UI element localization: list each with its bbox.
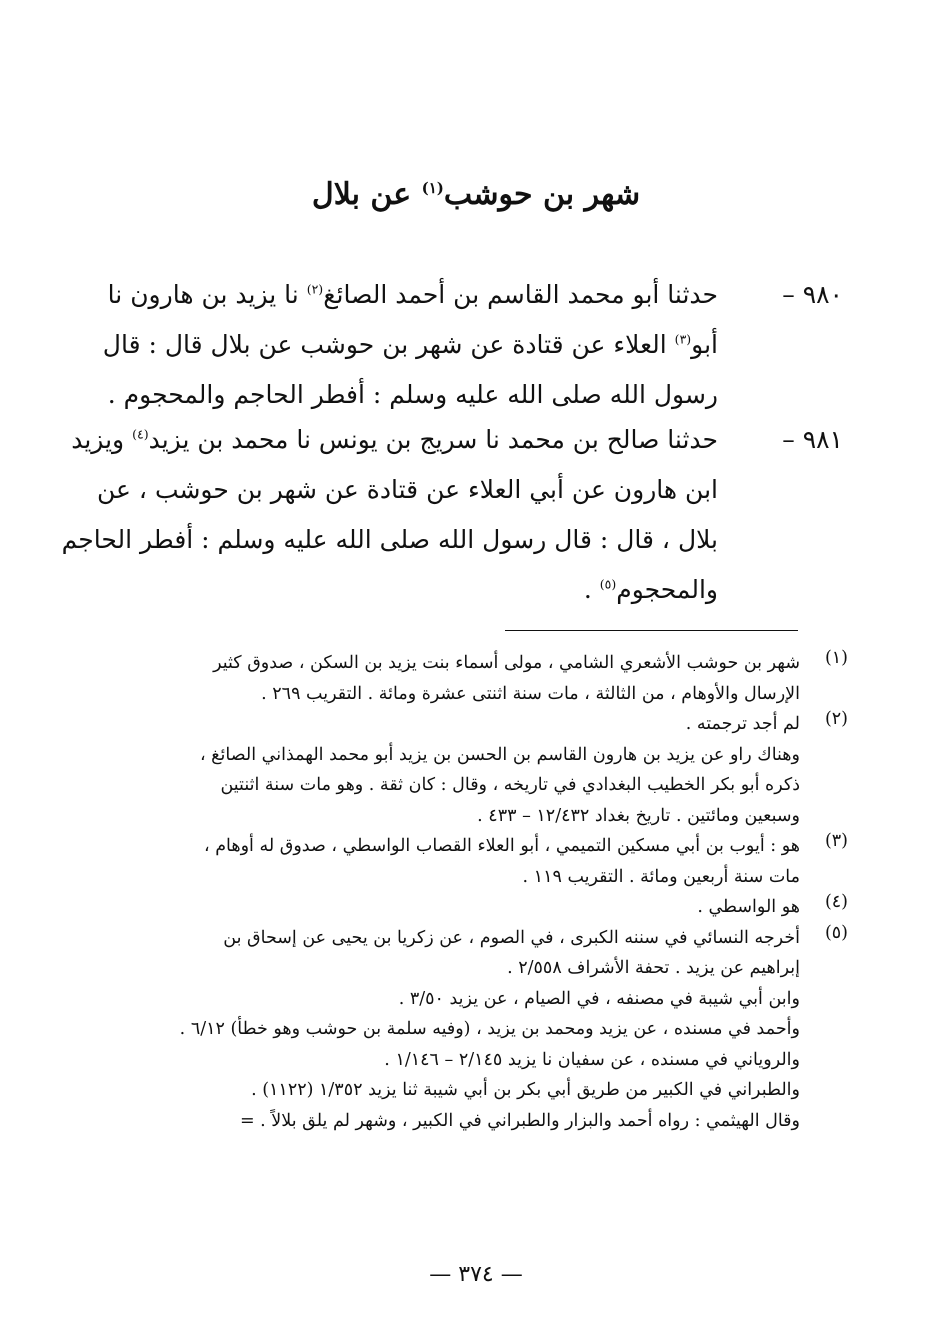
footnote-number: (٥) — [824, 922, 848, 943]
footnote-5 — [108, 922, 848, 1137]
footnote-line: وهناك راو عن يزيد بن هارون القاسم بن الحسن بن يزيد أبو محمد الهمذاني الصائغ ، — [199, 744, 800, 765]
footnote-1 — [108, 648, 848, 709]
hadith-number: ٩٨٠ – — [782, 280, 843, 309]
footnote-line: وسبعين ومائتين . تاريخ بغداد ١٢/٤٣٢ – ٤٣٣ . — [477, 805, 800, 826]
footnote-marker: (٢) — [306, 281, 324, 297]
footnote-line: ذكره أبو بكر الخطيب البغدادي في تاريخه ، وقال : كان ثقة . وهو مات سنة اثنتين — [220, 775, 800, 795]
hadith-980 — [102, 270, 843, 420]
footnote-line: الإرسال والأوهام ، من الثالثة ، مات سنة اثنتى عشرة ومائة . التقريب ٢٦٩ . — [261, 683, 800, 704]
footnote-marker: (٣) — [674, 331, 692, 347]
footnote-line: وابن أبي شيبة في مصنفه ، في الصيام ، عن يزيد ٣/٥٠ . — [398, 988, 800, 1009]
footnote-line: والطبراني في الكبير من طريق أبي بكر بن أبي شيبة ثنا يزيد ١/٣٥٢ (١١٢٢) . — [251, 1080, 800, 1100]
hadith-line: والمحجوم$^{(٥)}$ . — [583, 575, 718, 604]
footnote-number: (٤) — [824, 892, 848, 912]
title-text: شهر بن حوشب — [443, 177, 641, 212]
hadith-line: رسول الله صلى الله عليه وسلم : أفطر الحاجم والمحجوم . — [107, 380, 718, 409]
page-number: — ٣٧٤ — — [429, 1262, 523, 1287]
footnote-line: لم أجد ترجمته . — [685, 714, 800, 734]
footnote-line: هو الواسطي . — [697, 897, 800, 917]
footnote-marker: (٤) — [132, 426, 149, 442]
hadith-line: ابن هارون عن أبي العلاء عن قتادة عن شهر بن حوشب ، عن — [97, 475, 718, 504]
footnote-number: (٢) — [824, 709, 848, 729]
footnote-line: شهر بن حوشب الأشعري الشامي ، مولى أسماء بنت يزيد بن السكن ، صدوق كثير — [213, 653, 800, 673]
hadith-line: بلال ، قال : قال رسول الله صلى الله عليه وسلم : أفطر الحاجم — [61, 525, 718, 554]
footnote-number: (٣) — [824, 831, 848, 851]
footnote-line: والروياني في مسنده ، عن سفيان نا يزيد ٢/١٤٥ – ١/١٤٦ . — [384, 1049, 800, 1070]
hadith-981 — [61, 415, 843, 615]
hadith-line: حدثنا أبو محمد القاسم بن أحمد الصائغ$^{(٢)}$ نا يزيد بن هارون نا — [107, 280, 718, 309]
footnote-3 — [108, 831, 848, 892]
footnote-divider — [505, 630, 798, 631]
page-title — [0, 170, 952, 220]
footnote-line: إبراهيم عن يزيد . تحفة الأشراف ٢/٥٥٨ . — [507, 958, 800, 978]
footnote-line: مات سنة أربعين ومائة . التقريب ١١٩ . — [522, 866, 800, 887]
title-text-end: عن بلال — [311, 177, 422, 212]
footnote-marker: (١) — [421, 179, 444, 197]
footnote-marker: (٥) — [599, 576, 617, 592]
footnote-line: وأحمد في مسنده ، عن يزيد ومحمد بن يزيد ، (وفيه سلمة بن حوشب وهو خطأ) ٦/١٢ . — [179, 1019, 800, 1039]
footnotes — [108, 648, 848, 1136]
footnote-line: هو : أيوب بن أبي مسكين التميمي ، أبو العلاء القصاب الواسطي ، صدوق له أوهام ، — [203, 836, 800, 856]
footnote-line: وقال الهيثمي : رواه أحمد والبزار والطبراني في الكبير ، وشهر لم يلق بلالاً . = — [239, 1110, 800, 1131]
footnote-2 — [108, 709, 848, 831]
footnote-line: أخرجه النسائي في سننه الكبرى ، في الصوم ، عن زكريا بن يحيى عن إسحاق بن — [223, 927, 800, 948]
hadith-line: حدثنا صالح بن محمد نا سريج بن يونس نا محمد بن يزيد$^{(٤)}$ ويزيد — [71, 425, 718, 454]
footnote-number: (١) — [824, 648, 848, 668]
hadith-number: ٩٨١ – — [782, 425, 843, 454]
hadith-line: أبو$^{(٣)}$ العلاء عن قتادة عن شهر بن حوشب عن بلال قال : قال — [102, 330, 718, 359]
footnote-4 — [108, 892, 848, 923]
